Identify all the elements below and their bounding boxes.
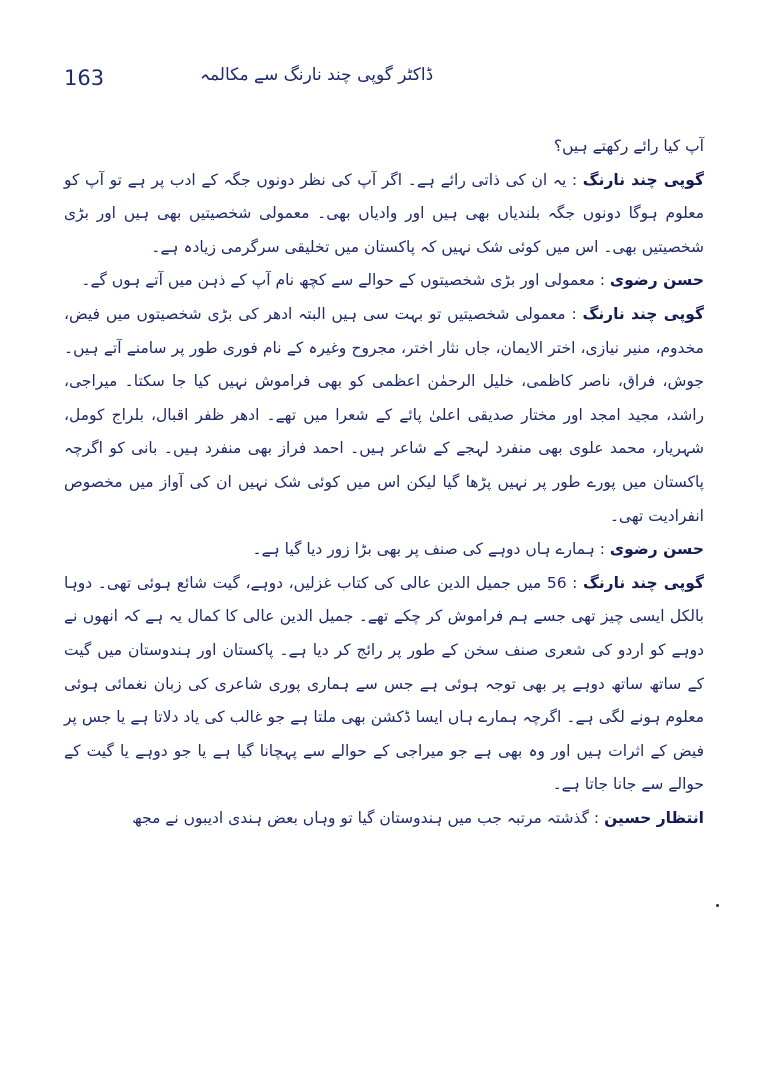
- paragraph-text: گذشتہ مرتبہ جب میں ہندوستان گیا تو وہاں بعض ہندی ادیبوں نے مجھ: [132, 808, 589, 827]
- question-paragraph: [64, 533, 704, 567]
- speaker-separator: :: [594, 271, 610, 290]
- speaker-separator: :: [594, 540, 610, 559]
- page-number: 163: [64, 66, 105, 90]
- paragraph-text: معمولی اور بڑی شخصیتوں کے حوالے سے کچھ نام آپ کے ذہن میں آتے ہوں گے۔: [81, 271, 595, 290]
- speaker-name: انتظار حسین: [604, 808, 704, 827]
- paragraph-text: آپ کیا رائے رکھتے ہیں؟: [553, 137, 704, 155]
- running-title: ڈاکٹر گوپی چند نارنگ سے مکالمہ: [200, 65, 434, 85]
- paragraph-text: ہمارے ہاں دوہے کی صنف پر بھی بڑا زور دیا گیا ہے۔: [252, 540, 595, 559]
- speaker-name: حسن رضوی: [609, 271, 704, 290]
- speaker-separator: :: [566, 170, 583, 189]
- paragraph-text: معمولی شخصیتیں تو بہت سی ہیں البتہ ادھر کی بڑی شخصیتوں میں فیض، مخدوم، منیر نیازی، اختر الایمان، جاں نثار اختر، مجروح وغیرہ کے نام فوری طور پر سامنے آتے ہیں۔ جوش، فراق، ناصر کاظمی، خلیل الرحمٰن اعظمی کو بھی فراموش نہیں کیا جا سکتا۔ میراجی، راشد، مجید امجد اور مختار صدیقی اعلیٰ پائے کے شعرا میں تھے۔ ادھر ظفر اقبال، بلراج کومل، شہریار، محمد علوی بھی منفرد لہجے کے شاعر ہیں۔ احمد فراز بھی منفرد ہیں۔ بانی کو اگرچہ پاکستان میں پورے طور پر نہیں پڑھا گیا لیکن اس میں کوئی شک نہیں ان کی آواز میں مخصوص انفرادیت تھی۔: [64, 304, 704, 525]
- question-continuation: [64, 130, 704, 164]
- answer-paragraph: [64, 298, 704, 533]
- answer-paragraph: [64, 164, 704, 265]
- speaker-name: گوپی چند نارنگ: [582, 573, 704, 592]
- interview-text: [64, 130, 704, 835]
- speaker-name: گوپی چند نارنگ: [582, 304, 704, 323]
- page-header: [64, 62, 704, 98]
- speaker-name: گوپی چند نارنگ: [582, 170, 704, 189]
- speaker-separator: :: [566, 573, 583, 592]
- print-speck: [716, 904, 719, 907]
- question-paragraph: [64, 264, 704, 298]
- speaker-separator: :: [589, 808, 605, 827]
- speaker-name: حسن رضوی: [609, 540, 704, 559]
- answer-paragraph: [64, 567, 704, 802]
- question-paragraph: [64, 802, 704, 836]
- paragraph-text: 56 میں جمیل الدین عالی کی کتاب غزلیں، دوہے، گیت شائع ہوئی تھی۔ دوہا بالکل ایسی چیز تھی جسے ہم فراموش کر چکے تھے۔ جمیل الدین عالی کا کمال یہ ہے کہ انھوں نے دوہے کو اردو کی شعری صنف سخن کے طور پر رائج کر دیا ہے۔ پاکستان اور ہندوستان میں گیت کے ساتھ ساتھ دوہے پر بھی توجہ ہوئی ہے جس سے ہماری پوری شاعری کی زبان نغمائی ہوئی معلوم ہونے لگی ہے۔ اگرچہ ہمارے ہاں ایسا ڈکشن بھی ملتا ہے جو غالب کی یاد دلاتا ہے یا جس پر فیض کے اثرات ہیں اور وہ بھی ہے جو میراجی کے حوالے سے پہچانا گیا ہے یا جو دوہے یا گیت کے حوالے سے جانا جاتا ہے۔: [64, 573, 704, 794]
- paragraph-text: یہ ان کی ذاتی رائے ہے۔ اگر آپ کی نظر دونوں جگہ کے ادب پر ہے تو آپ کو معلوم ہوگا دونوں جگہ بلندیاں بھی ہیں اور وادیاں بھی۔ معمولی شخصیتیں بھی ہیں اور بڑی شخصیتیں بھی۔ اس میں کوئی شک نہیں کہ پاکستان میں تخلیقی سرگرمی زیادہ ہے۔: [64, 170, 704, 256]
- speaker-separator: :: [565, 304, 583, 323]
